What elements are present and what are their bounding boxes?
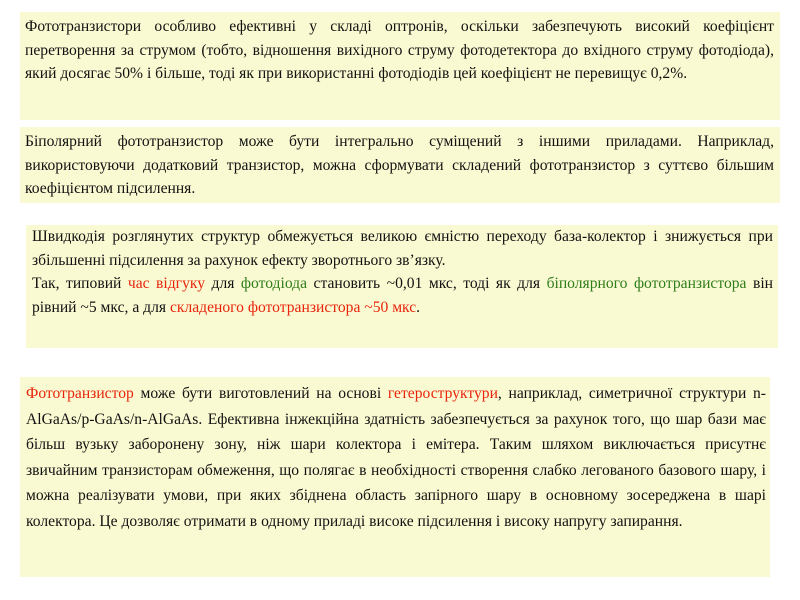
- paragraph-heterostructure: [26, 381, 766, 534]
- text-segment: Так, типовий: [32, 275, 128, 293]
- text-segment: для: [205, 275, 241, 293]
- highlight-phototransistor: Фототранзистор: [26, 385, 134, 402]
- paragraph-response-speed: Швидкодія розглянутих структур обмежується великою ємністю переходу база-колектор і знижується при збільшенні підсилення за рахунок ефекту зворотнього зв’язку.: [32, 228, 773, 269]
- highlight-heterostructure: гетероструктури: [387, 385, 498, 402]
- text-segment: він рівний ~5 мкс, а для: [32, 275, 774, 316]
- text-segment: , наприклад, симетричної структури n-AlGaAs/p-GaAs/n-AlGaAs. Ефективна інжекційна здатність забезпечується за рахунок того, що шар бази має більш вузьку заборонену зону, ніж шари колектора і емітера. Таким шляхом виключається присутнє звичайним транзисторам обмеження, що полягає в необхідності створення слабко легованого базового шару, і можна реалізувати умови, при яких збіднена область запірного шару в основному зосереджена в шарі колектора. Це дозволяє отримати в одному приладі високе підсилення і високу напругу запирання.: [26, 385, 766, 530]
- text-box-heterostructure: [20, 377, 770, 577]
- text-box-optron-efficiency: [20, 12, 780, 120]
- paragraph-optron-efficiency: Фототранзистори особливо ефективні у складі оптронів, оскільки забезпечують високий коефіцієнт перетворення за струмом (тобто, відношення вихідного струму фотодетектора до вхідного струму фотодіода), який досягає 50% і більше, тоді як при використанні фотодіодів цей коефіцієнт не перевищує 0,2%.: [25, 18, 774, 83]
- text-box-response-speed: [26, 225, 778, 348]
- paragraph-response-time: [32, 272, 773, 319]
- text-segment: становить ~0,01 мкс, тоді як для: [307, 275, 547, 293]
- highlight-photodiode: фотодіода: [240, 275, 308, 293]
- highlight-composite-phototransistor: складеного фототранзистора ~50 мкс: [169, 298, 417, 316]
- highlight-response-time: час відгуку: [127, 275, 206, 293]
- text-box-composite-phototransistor: [20, 127, 780, 203]
- text-segment: може бути виготовлений на основі: [133, 385, 388, 402]
- text-segment: .: [416, 298, 421, 316]
- highlight-bipolar-phototransistor: біполярного фототранзистора: [546, 275, 747, 293]
- paragraph-composite-phototransistor: Біполярний фототранзистор може бути інтегрально суміщений з іншими приладами. Наприклад, використовуючи додатковий транзистор, можна сформувати складений фототранзистор з суттєво більшим коефіцієнтом підсилення.: [25, 133, 774, 198]
